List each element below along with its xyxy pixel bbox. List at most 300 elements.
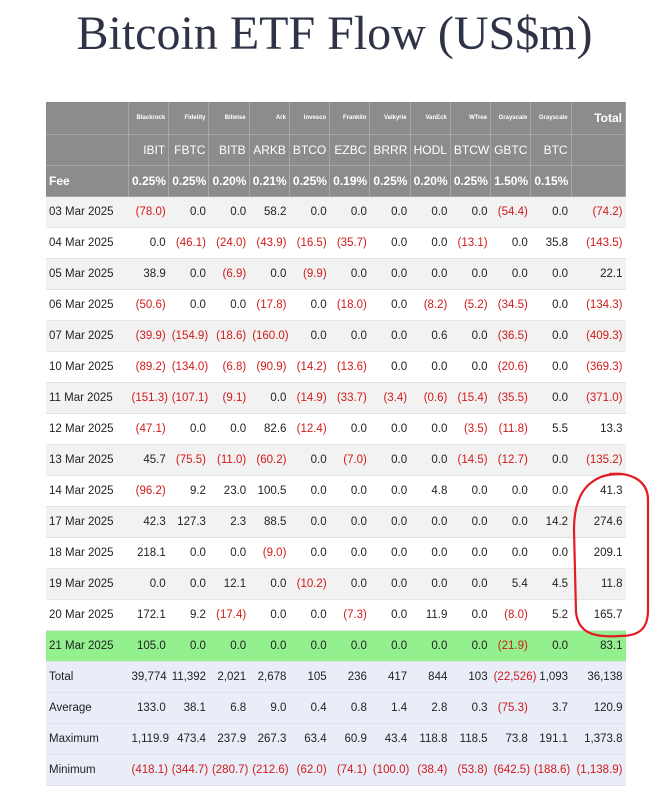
row-label: Maximum: [46, 724, 128, 755]
flow-cell: 0.0: [450, 631, 490, 662]
issuer-header-row: [46, 102, 626, 135]
summary-row: [46, 755, 626, 786]
flow-cell: (15.4): [450, 383, 490, 414]
flow-cell: 1,093: [531, 662, 571, 693]
flow-cell: (35.5): [491, 383, 531, 414]
row-label: Total: [46, 662, 128, 693]
flow-cell: 0.3: [450, 693, 490, 724]
summary-row: [46, 662, 626, 693]
total-cell: (369.3): [571, 352, 625, 383]
flow-cell: 5.4: [491, 569, 531, 600]
flow-cell: (38.4): [410, 755, 450, 786]
flow-cell: 473.4: [169, 724, 209, 755]
flow-cell: (8.0): [491, 600, 531, 631]
flow-cell: (14.2): [289, 352, 329, 383]
flow-cell: (5.2): [450, 290, 490, 321]
flow-cell: 38.1: [169, 693, 209, 724]
flow-cell: 0.0: [169, 259, 209, 290]
flow-cell: 0.0: [450, 600, 490, 631]
summary-rows: [46, 662, 626, 786]
flow-cell: 0.0: [410, 414, 450, 445]
flow-cell: 118.5: [450, 724, 490, 755]
flow-cell: 0.0: [491, 538, 531, 569]
flow-cell: (60.2): [249, 445, 289, 476]
row-label: 07 Mar 2025: [46, 321, 128, 352]
flow-cell: 0.0: [330, 569, 370, 600]
flow-cell: (78.0): [128, 197, 168, 228]
total-cell: (74.2): [571, 197, 625, 228]
ticker-label: BTC: [531, 135, 571, 166]
flow-cell: 237.9: [209, 724, 249, 755]
flow-cell: 0.0: [531, 445, 571, 476]
flow-cell: (9.0): [249, 538, 289, 569]
issuer-label: WTree: [450, 102, 490, 135]
flow-cell: 0.0: [370, 507, 410, 538]
flow-cell: 0.0: [450, 569, 490, 600]
issuer-label: Blackrock: [128, 102, 168, 135]
flow-cell: 23.0: [209, 476, 249, 507]
row-label: Minimum: [46, 755, 128, 786]
flow-cell: 0.0: [169, 538, 209, 569]
flow-cell: 0.0: [289, 600, 329, 631]
total-cell: (143.5): [571, 228, 625, 259]
flow-cell: (34.5): [491, 290, 531, 321]
flow-cell: 0.0: [169, 631, 209, 662]
daily-flow-rows: [46, 197, 626, 662]
row-label: 05 Mar 2025: [46, 259, 128, 290]
flow-cell: (7.3): [330, 600, 370, 631]
flow-cell: 0.0: [491, 259, 531, 290]
flow-cell: 38.9: [128, 259, 168, 290]
flow-cell: 4.5: [531, 569, 571, 600]
flow-cell: (11.8): [491, 414, 531, 445]
flow-cell: (344.7): [169, 755, 209, 786]
row-label: 13 Mar 2025: [46, 445, 128, 476]
flow-cell: 172.1: [128, 600, 168, 631]
flow-cell: 0.8: [330, 693, 370, 724]
total-cell: 11.8: [571, 569, 625, 600]
table-row: [46, 197, 626, 228]
total-cell: 165.7: [571, 600, 625, 631]
flow-cell: (160.0): [249, 321, 289, 352]
flow-cell: 0.0: [410, 538, 450, 569]
flow-cell: 0.0: [370, 259, 410, 290]
summary-row: [46, 724, 626, 755]
flow-cell: (18.0): [330, 290, 370, 321]
flow-cell: (100.0): [370, 755, 410, 786]
flow-cell: 4.8: [410, 476, 450, 507]
flow-cell: (43.9): [249, 228, 289, 259]
table-row: [46, 569, 626, 600]
flow-cell: 42.3: [128, 507, 168, 538]
flow-cell: 35.8: [531, 228, 571, 259]
flow-cell: (9.1): [209, 383, 249, 414]
flow-cell: 105: [289, 662, 329, 693]
flow-cell: (20.6): [491, 352, 531, 383]
table-row: [46, 383, 626, 414]
table-row: [46, 445, 626, 476]
flow-cell: (74.1): [330, 755, 370, 786]
issuer-label: Invesco: [289, 102, 329, 135]
ticker-label: GBTC: [491, 135, 531, 166]
flow-cell: (134.0): [169, 352, 209, 383]
fee-header-row: [46, 166, 626, 197]
flow-cell: 12.1: [209, 569, 249, 600]
fee-label: Fee: [46, 166, 128, 197]
flow-cell: 0.0: [370, 445, 410, 476]
flow-cell: 0.0: [410, 228, 450, 259]
row-label: 21 Mar 2025: [46, 631, 128, 662]
total-cell: 83.1: [571, 631, 625, 662]
flow-cell: (14.9): [289, 383, 329, 414]
flow-cell: 0.0: [370, 600, 410, 631]
flow-cell: 0.0: [531, 197, 571, 228]
flow-cell: 6.8: [209, 693, 249, 724]
flow-cell: 2,678: [249, 662, 289, 693]
total-column-header: Total: [571, 102, 625, 135]
table-row: [46, 476, 626, 507]
flow-cell: (6.9): [209, 259, 249, 290]
flow-cell: 103: [450, 662, 490, 693]
table-row: [46, 414, 626, 445]
flow-cell: (89.2): [128, 352, 168, 383]
header-blank: [571, 135, 625, 166]
flow-cell: (33.7): [330, 383, 370, 414]
flow-cell: 0.0: [491, 507, 531, 538]
flow-cell: (154.9): [169, 321, 209, 352]
issuer-label: VanEck: [410, 102, 450, 135]
flow-cell: (6.8): [209, 352, 249, 383]
flow-cell: 0.0: [450, 507, 490, 538]
table-row: [46, 259, 626, 290]
issuer-label: Ark: [249, 102, 289, 135]
fee-value: 0.20%: [209, 166, 249, 197]
flow-cell: 14.2: [531, 507, 571, 538]
row-label: 04 Mar 2025: [46, 228, 128, 259]
flow-cell: 0.0: [289, 507, 329, 538]
flow-cell: 0.0: [330, 321, 370, 352]
ticker-label: FBTC: [169, 135, 209, 166]
row-label: 12 Mar 2025: [46, 414, 128, 445]
row-label: 19 Mar 2025: [46, 569, 128, 600]
flow-cell: 60.9: [330, 724, 370, 755]
flow-cell: 118.8: [410, 724, 450, 755]
flow-cell: 0.0: [249, 631, 289, 662]
flow-cell: (21.9): [491, 631, 531, 662]
row-label: 06 Mar 2025: [46, 290, 128, 321]
flow-cell: (53.8): [450, 755, 490, 786]
flow-cell: (8.2): [410, 290, 450, 321]
fee-value: 0.25%: [169, 166, 209, 197]
flow-cell: (75.5): [169, 445, 209, 476]
flow-cell: 0.0: [330, 259, 370, 290]
flow-cell: 9.2: [169, 476, 209, 507]
flow-cell: (22,526): [491, 662, 531, 693]
flow-cell: (9.9): [289, 259, 329, 290]
flow-cell: (10.2): [289, 569, 329, 600]
flow-cell: 0.0: [169, 569, 209, 600]
flow-cell: (50.6): [128, 290, 168, 321]
fee-value: 0.25%: [450, 166, 490, 197]
flow-cell: (46.1): [169, 228, 209, 259]
flow-cell: 9.0: [249, 693, 289, 724]
issuer-label: Grayscale: [491, 102, 531, 135]
flow-cell: 73.8: [491, 724, 531, 755]
flow-cell: (212.6): [249, 755, 289, 786]
flow-cell: 0.0: [169, 290, 209, 321]
ticker-label: BRRR: [370, 135, 410, 166]
flow-cell: 0.0: [370, 476, 410, 507]
flow-cell: 43.4: [370, 724, 410, 755]
flow-cell: 88.5: [249, 507, 289, 538]
table-row: [46, 507, 626, 538]
total-cell: 120.9: [571, 693, 625, 724]
flow-cell: 0.0: [289, 476, 329, 507]
flow-cell: (151.3): [128, 383, 168, 414]
ticker-label: BTCO: [289, 135, 329, 166]
fee-value: 0.15%: [531, 166, 571, 197]
table-row: [46, 631, 626, 662]
table-row: [46, 290, 626, 321]
flow-cell: 0.0: [450, 352, 490, 383]
flow-cell: (418.1): [128, 755, 168, 786]
ticker-header-row: [46, 135, 626, 166]
flow-cell: 0.4: [289, 693, 329, 724]
flow-cell: (62.0): [289, 755, 329, 786]
issuer-label: Valkyrie: [370, 102, 410, 135]
fee-value: 0.25%: [370, 166, 410, 197]
flow-cell: 5.2: [531, 600, 571, 631]
flow-cell: 0.0: [410, 352, 450, 383]
flow-cell: (18.6): [209, 321, 249, 352]
row-label: 14 Mar 2025: [46, 476, 128, 507]
flow-cell: (12.4): [289, 414, 329, 445]
flow-cell: 58.2: [249, 197, 289, 228]
header-blank: [571, 166, 625, 197]
total-cell: 41.3: [571, 476, 625, 507]
flow-cell: 218.1: [128, 538, 168, 569]
flow-cell: 0.0: [370, 538, 410, 569]
table-row: [46, 352, 626, 383]
summary-row: [46, 693, 626, 724]
flow-cell: 0.0: [410, 631, 450, 662]
flow-cell: (642.5): [491, 755, 531, 786]
total-cell: (409.3): [571, 321, 625, 352]
total-cell: 13.3: [571, 414, 625, 445]
flow-cell: 0.0: [370, 228, 410, 259]
flow-cell: 0.0: [289, 321, 329, 352]
ticker-label: IBIT: [128, 135, 168, 166]
flow-cell: 11.9: [410, 600, 450, 631]
flow-cell: 0.0: [249, 383, 289, 414]
flow-cell: 0.0: [289, 290, 329, 321]
ticker-label: BTCW: [450, 135, 490, 166]
flow-cell: 0.0: [209, 197, 249, 228]
row-label: 03 Mar 2025: [46, 197, 128, 228]
flow-cell: (90.9): [249, 352, 289, 383]
table-row: [46, 600, 626, 631]
flow-cell: 0.0: [491, 228, 531, 259]
flow-cell: (24.0): [209, 228, 249, 259]
flow-cell: 0.0: [289, 445, 329, 476]
flow-cell: (11.0): [209, 445, 249, 476]
row-label: 11 Mar 2025: [46, 383, 128, 414]
flow-cell: 0.0: [410, 569, 450, 600]
flow-cell: 1.4: [370, 693, 410, 724]
flow-cell: 0.0: [531, 352, 571, 383]
total-cell: (134.3): [571, 290, 625, 321]
total-cell: 36,138: [571, 662, 625, 693]
flow-cell: 105.0: [128, 631, 168, 662]
total-cell: (371.0): [571, 383, 625, 414]
flow-cell: 0.0: [209, 290, 249, 321]
flow-cell: 0.0: [209, 538, 249, 569]
flow-cell: 0.0: [450, 538, 490, 569]
flow-cell: 63.4: [289, 724, 329, 755]
flow-cell: 417: [370, 662, 410, 693]
flow-cell: 0.0: [531, 476, 571, 507]
page-title: Bitcoin ETF Flow (US$m): [76, 7, 593, 60]
ticker-label: ARKB: [249, 135, 289, 166]
flow-cell: (0.6): [410, 383, 450, 414]
flow-cell: 0.6: [410, 321, 450, 352]
row-label: 17 Mar 2025: [46, 507, 128, 538]
flow-cell: (96.2): [128, 476, 168, 507]
flow-cell: (3.4): [370, 383, 410, 414]
flow-cell: (54.4): [491, 197, 531, 228]
flow-cell: 0.0: [370, 352, 410, 383]
flow-cell: 0.0: [289, 538, 329, 569]
flow-cell: 0.0: [531, 383, 571, 414]
flow-cell: 191.1: [531, 724, 571, 755]
flow-cell: 0.0: [531, 290, 571, 321]
flow-cell: 0.0: [531, 631, 571, 662]
flow-cell: 2.3: [209, 507, 249, 538]
flow-cell: 2,021: [209, 662, 249, 693]
row-label: 10 Mar 2025: [46, 352, 128, 383]
hand-drawn-annotation-circle: [570, 470, 652, 640]
header-corner: [46, 135, 128, 166]
flow-cell: 0.0: [249, 600, 289, 631]
ticker-label: EZBC: [330, 135, 370, 166]
issuer-label: Grayscale: [531, 102, 571, 135]
flow-cell: (3.5): [450, 414, 490, 445]
fee-value: 0.19%: [330, 166, 370, 197]
issuer-label: Fidelity: [169, 102, 209, 135]
flow-cell: (12.7): [491, 445, 531, 476]
etf-flow-table: [46, 102, 626, 786]
flow-cell: 0.0: [531, 538, 571, 569]
flow-cell: 0.0: [531, 321, 571, 352]
ticker-label: BITB: [209, 135, 249, 166]
total-cell: 274.6: [571, 507, 625, 538]
flow-cell: 0.0: [370, 290, 410, 321]
flow-cell: 0.0: [249, 259, 289, 290]
header-corner: [46, 102, 128, 135]
flow-cell: (35.7): [330, 228, 370, 259]
fee-value: 1.50%: [491, 166, 531, 197]
flow-cell: 127.3: [169, 507, 209, 538]
flow-cell: 0.0: [330, 197, 370, 228]
flow-cell: 0.0: [289, 631, 329, 662]
flow-cell: 0.0: [450, 197, 490, 228]
total-cell: (135.2): [571, 445, 625, 476]
flow-cell: 0.0: [209, 414, 249, 445]
flow-cell: 11,392: [169, 662, 209, 693]
flow-cell: 0.0: [330, 538, 370, 569]
flow-cell: 0.0: [249, 569, 289, 600]
flow-cell: 0.0: [128, 228, 168, 259]
flow-cell: 0.0: [128, 569, 168, 600]
issuer-label: Franklin: [330, 102, 370, 135]
flow-cell: 0.0: [169, 414, 209, 445]
row-label: Average: [46, 693, 128, 724]
flow-cell: 0.0: [450, 321, 490, 352]
flow-cell: 844: [410, 662, 450, 693]
flow-cell: 0.0: [410, 197, 450, 228]
flow-cell: (280.7): [209, 755, 249, 786]
flow-cell: 39,774: [128, 662, 168, 693]
flow-cell: 45.7: [128, 445, 168, 476]
flow-cell: 5.5: [531, 414, 571, 445]
flow-cell: (36.5): [491, 321, 531, 352]
flow-cell: (39.9): [128, 321, 168, 352]
fee-value: 0.20%: [410, 166, 450, 197]
flow-cell: 0.0: [330, 414, 370, 445]
flow-cell: (7.0): [330, 445, 370, 476]
flow-cell: 0.0: [370, 631, 410, 662]
table-row: [46, 321, 626, 352]
flow-cell: 9.2: [169, 600, 209, 631]
flow-cell: 0.0: [209, 631, 249, 662]
flow-cell: 100.5: [249, 476, 289, 507]
flow-cell: 1,119.9: [128, 724, 168, 755]
flow-cell: (17.4): [209, 600, 249, 631]
flow-cell: (188.6): [531, 755, 571, 786]
flow-cell: (107.1): [169, 383, 209, 414]
flow-cell: 0.0: [450, 476, 490, 507]
total-cell: (1,138.9): [571, 755, 625, 786]
table-row: [46, 228, 626, 259]
flow-cell: (13.1): [450, 228, 490, 259]
fee-value: 0.21%: [249, 166, 289, 197]
fee-value: 0.25%: [128, 166, 168, 197]
total-cell: 209.1: [571, 538, 625, 569]
flow-cell: 0.0: [450, 259, 490, 290]
flow-cell: 0.0: [410, 445, 450, 476]
flow-cell: 0.0: [491, 476, 531, 507]
flow-cell: (17.8): [249, 290, 289, 321]
flow-cell: (75.3): [491, 693, 531, 724]
total-cell: 22.1: [571, 259, 625, 290]
flow-cell: 0.0: [370, 414, 410, 445]
flow-cell: 0.0: [370, 321, 410, 352]
flow-cell: 0.0: [169, 197, 209, 228]
flow-cell: 0.0: [330, 631, 370, 662]
flow-cell: 267.3: [249, 724, 289, 755]
flow-cell: (13.6): [330, 352, 370, 383]
row-label: 18 Mar 2025: [46, 538, 128, 569]
flow-cell: 133.0: [128, 693, 168, 724]
flow-cell: 0.0: [370, 197, 410, 228]
flow-cell: 0.0: [330, 507, 370, 538]
flow-cell: 2.8: [410, 693, 450, 724]
flow-cell: 0.0: [289, 197, 329, 228]
flow-cell: 236: [330, 662, 370, 693]
flow-cell: 0.0: [370, 569, 410, 600]
table-row: [46, 538, 626, 569]
flow-cell: (16.5): [289, 228, 329, 259]
